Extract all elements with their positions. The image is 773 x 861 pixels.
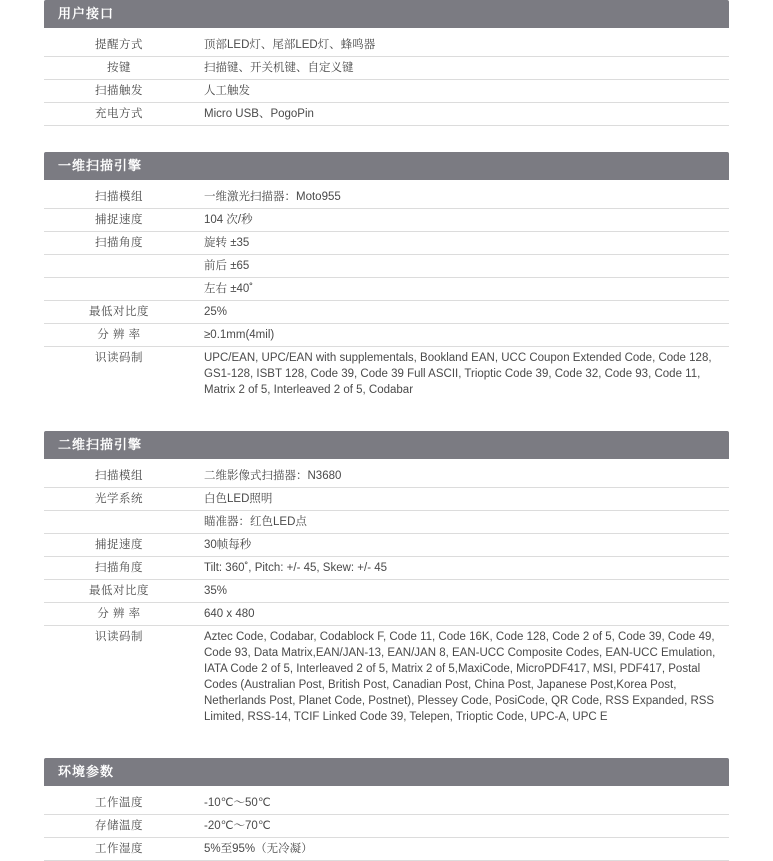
row-label: 按键 xyxy=(107,62,131,74)
row-label: 充电方式 xyxy=(95,108,143,120)
row-value: Aztec Code, Codabar, Codablock F, Code 11, Code 16K, Code 128, Code 2 of 5, Code 39, Code 49, Code 93, Data Matrix,EAN/JAN-13, EAN/JAN 8, EAN-UCC Composite Codes, EAN-UCC Emulation, IATA Code 2 of 5, Interleaved 2 of 5, Matrix 2 of 5,MaxiCode, MicroPDF417, MSI, PDF417, Postal Codes (Australian Post, British Post, Canadian Post, China Post, Japanese Post,Korea Post, Netherlands Post, Planet Code, Postnet), Plessey Code, PosiCode, QR Code, RSS Expanded, RSS Limited, RSS-14, TCIF Linked Code 39, Telepen, Trioptic Code, UPC-A, UPC E xyxy=(204,631,716,723)
row-value: 640 x 480 xyxy=(204,608,255,620)
section-title: 环境参数 xyxy=(44,758,729,786)
row-label xyxy=(44,511,194,534)
row-value: 5%至95%（无冷凝） xyxy=(204,843,313,855)
table-row xyxy=(44,534,729,557)
spec-table xyxy=(44,186,729,401)
row-label: 提醒方式 xyxy=(95,39,143,51)
table-row xyxy=(44,465,729,488)
row-label: 最低对比度 xyxy=(89,306,149,318)
section-title: 用户接口 xyxy=(44,0,729,28)
row-value: 二维影像式扫描器：N3680 xyxy=(204,470,342,482)
row-label: 最低对比度 xyxy=(89,585,149,597)
row-label xyxy=(44,255,194,278)
section-spacer xyxy=(44,401,729,431)
table-row xyxy=(44,603,729,626)
row-label: 工作湿度 xyxy=(95,843,143,855)
row-value: 30帧每秒 xyxy=(204,539,252,551)
row-value: Tilt: 360˚, Pitch: +/- 45, Skew: +/- 45 xyxy=(204,562,388,574)
table-row xyxy=(44,232,729,255)
section-environment-parameters xyxy=(44,758,729,861)
section-title: 一维扫描引擎 xyxy=(44,152,729,180)
row-value: 104 次/秒 xyxy=(204,214,253,226)
table-row xyxy=(44,34,729,57)
row-label: 扫描角度 xyxy=(95,237,143,249)
table-row xyxy=(44,301,729,324)
row-label: 扫描触发 xyxy=(95,85,143,97)
row-value: 旋转 ±35 xyxy=(204,237,250,249)
table-row xyxy=(44,57,729,80)
spec-table xyxy=(44,34,729,126)
table-row xyxy=(44,511,729,534)
row-value: 人工触发 xyxy=(204,85,250,97)
table-row xyxy=(44,255,729,278)
row-label: 识读码制 xyxy=(95,631,143,643)
table-row xyxy=(44,278,729,301)
row-value: 35% xyxy=(204,585,228,597)
table-row xyxy=(44,347,729,402)
row-label: 光学系统 xyxy=(95,493,143,505)
row-label xyxy=(44,278,194,301)
section-spacer xyxy=(44,126,729,152)
row-value: ≥0.1mm(4mil) xyxy=(204,329,275,341)
section-2d-scan-engine xyxy=(44,431,729,728)
table-row xyxy=(44,580,729,603)
row-value: UPC/EAN, UPC/EAN with supplementals, Bookland EAN, UCC Coupon Extended Code, Code 128, GS1-128, ISBT 128, Code 39, Code 39 Full ASCII, Trioptic Code 39, Code 32, Code 93, Code 11, Matrix 2 of 5, Interleaved 2 of 5, Codabar xyxy=(204,352,712,396)
table-row xyxy=(44,103,729,126)
row-value: 25% xyxy=(204,306,228,318)
row-label: 扫描模组 xyxy=(95,470,143,482)
row-label: 分 辨 率 xyxy=(97,329,141,341)
row-label: 捕捉速度 xyxy=(95,214,143,226)
row-label: 扫描角度 xyxy=(95,562,143,574)
row-label: 识读码制 xyxy=(95,352,143,364)
table-row xyxy=(44,324,729,347)
row-value: -10℃～50℃ xyxy=(204,797,271,809)
section-user-interface xyxy=(44,0,729,126)
row-value: 一维激光扫描器：Moto955 xyxy=(204,191,341,203)
row-label: 工作温度 xyxy=(95,797,143,809)
row-value: 白色LED照明 xyxy=(204,493,273,505)
row-label: 存储温度 xyxy=(95,820,143,832)
section-title: 二维扫描引擎 xyxy=(44,431,729,459)
table-row xyxy=(44,792,729,815)
section-1d-scan-engine xyxy=(44,152,729,401)
table-row xyxy=(44,80,729,103)
spec-table xyxy=(44,792,729,861)
table-row xyxy=(44,186,729,209)
row-value: 瞄准器：红色LED点 xyxy=(204,516,307,528)
section-spacer xyxy=(44,728,729,758)
table-row xyxy=(44,488,729,511)
row-label: 分 辨 率 xyxy=(97,608,141,620)
row-value: 顶部LED灯、尾部LED灯、蜂鸣器 xyxy=(204,39,376,51)
row-value: -20℃～70℃ xyxy=(204,820,271,832)
table-row xyxy=(44,557,729,580)
row-label: 捕捉速度 xyxy=(95,539,143,551)
row-value: Micro USB、PogoPin xyxy=(204,108,314,120)
row-value: 扫描键、开关机键、自定义键 xyxy=(204,62,354,74)
row-label: 扫描模组 xyxy=(95,191,143,203)
table-row xyxy=(44,838,729,861)
table-row xyxy=(44,815,729,838)
table-row xyxy=(44,209,729,232)
table-row xyxy=(44,626,729,729)
spec-table xyxy=(44,465,729,728)
row-value: 前后 ±65 xyxy=(204,260,250,272)
row-value: 左右 ±40˚ xyxy=(204,283,254,295)
